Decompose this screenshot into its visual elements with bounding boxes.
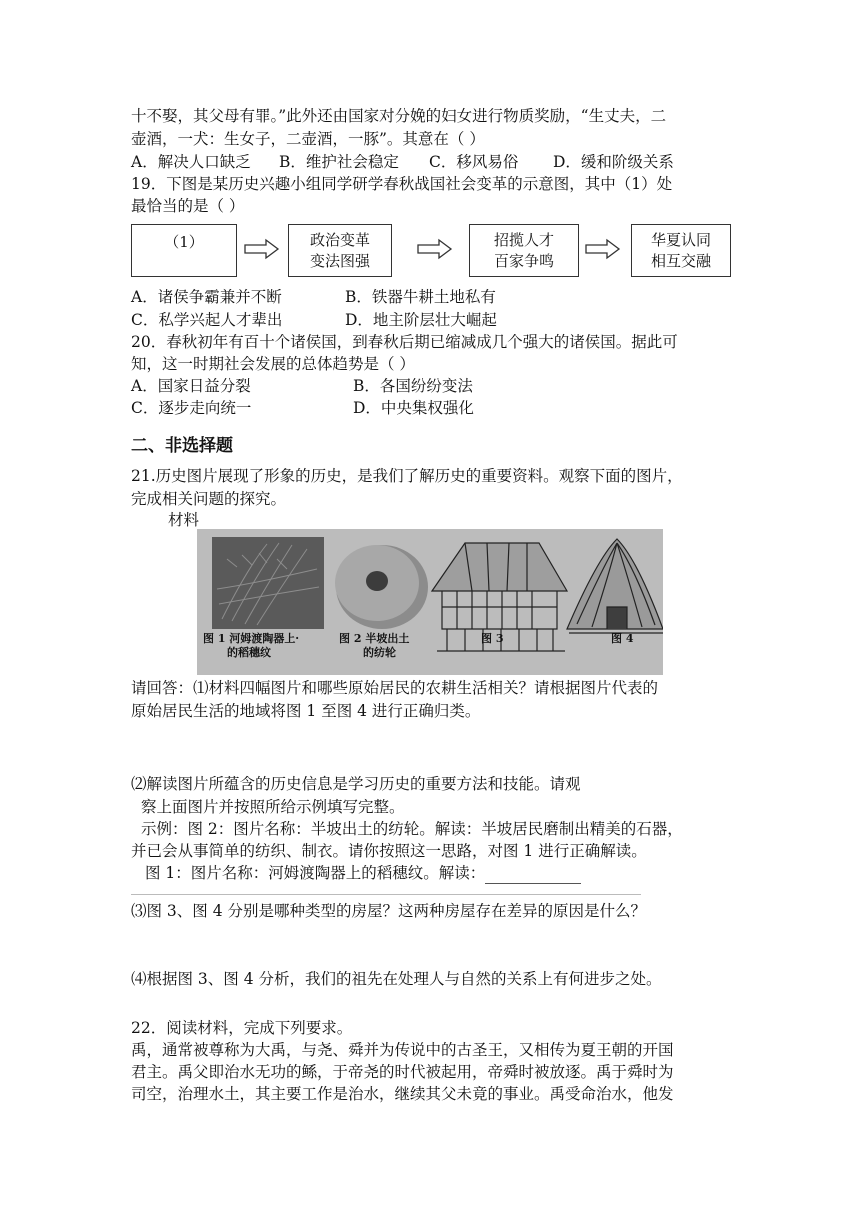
- flow-box-2-line-1: 政治变革: [309, 230, 370, 249]
- material-photo: [197, 529, 663, 675]
- q20-option-c[interactable]: C．逐步走向统一: [131, 399, 252, 417]
- q21-part1-line-1: 请回答：⑴材料四幅图片和哪些原始居民的农耕生活相关？请根据图片代表的: [131, 679, 659, 697]
- fig1-caption-b: 的稻穗纹: [227, 646, 271, 659]
- q20-text-line-2: 知，这一时期社会发展的总体趋势是（ ）: [131, 355, 415, 373]
- q22-text-line-1: 22．阅读材料，完成下列要求。: [131, 1019, 353, 1037]
- q21-text-line-2: 完成相关问题的探究。: [131, 490, 287, 508]
- q18-option-b[interactable]: B．维护社会稳定: [279, 153, 399, 171]
- flow-box-3-line-1: 招揽人才: [493, 230, 554, 249]
- q18-option-d[interactable]: D．缓和阶级关系: [553, 153, 674, 171]
- q22-text-line-4: 司空，治理水土，其主要工作是治水，继续其父未竟的事业。禹受命治水，他发: [131, 1085, 674, 1103]
- q20-text-line-1: 20．春秋初年有百十个诸侯国，到春秋后期已缩减成几个强大的诸侯国。据此可: [131, 333, 678, 351]
- flow-box-1-label: （1）: [164, 233, 204, 251]
- flow-box-1: [131, 224, 237, 277]
- flow-box-2-line-2: 变法图强: [309, 251, 370, 270]
- q21-part2-line-4: 并已会从事简单的纺织、制衣。请你按照这一思路，对图 1 进行正确解读。: [131, 842, 647, 860]
- q18-text-line-2: 壶酒，一犬：生女子，二壶酒，一豚”。其意在（ ）: [131, 130, 485, 148]
- q18-text-line-1: 十不娶，其父母有罪。”此外还由国家对分娩的妇女进行物质奖励，“生丈夫，二: [131, 107, 667, 125]
- q19-options-row-1: [131, 286, 496, 308]
- material-label: 材料: [168, 511, 200, 529]
- q18-options: [131, 151, 674, 173]
- arrow-icon-3: [585, 238, 621, 260]
- q20-options-row-1: [131, 375, 473, 397]
- flow-box-4-line-1: 华夏认同: [650, 230, 711, 249]
- q19-text-line-1: 19．下图是某历史兴趣小组同学研学春秋战国社会变革的示意图，其中（1）处: [131, 175, 673, 193]
- q22-text-line-2: 禹，通常被尊称为大禹，与尧、舜并为传说中的古圣王，又相传为夏王朝的开国: [131, 1041, 674, 1059]
- flow-box-2: [288, 224, 392, 277]
- q21-text-line-1: 21.历史图片展现了形象的历史，是我们了解历史的重要资料。观察下面的图片，: [131, 467, 683, 485]
- q21-part2-line-3: 示例：图 2：图片名称：半坡出土的纺轮。解读：半坡居民磨制出精美的石器，: [141, 820, 683, 838]
- q20-option-d[interactable]: D．中央集权强化: [353, 399, 474, 417]
- q18-option-a[interactable]: A．解决人口缺乏: [131, 153, 251, 171]
- arrow-icon-2: [417, 238, 453, 260]
- q21-part2-line-1: ⑵解读图片所蕴含的历史信息是学习历史的重要方法和技能。请观: [131, 775, 581, 793]
- flow-box-3-line-2: 百家争鸣: [493, 251, 554, 270]
- q19-text-line-2: 最恰当的是（ ）: [131, 197, 245, 215]
- q19-option-b[interactable]: B．铁器牛耕土地私有: [345, 288, 496, 306]
- q20-options-row-2: [131, 397, 474, 419]
- q22-text-line-3: 君主。禹父即治水无功的鲧，于帝尧的时代被起用，帝舜时被放逐。禹于舜时为: [131, 1063, 674, 1081]
- answer-divider: [131, 894, 641, 895]
- q20-option-a[interactable]: A．国家日益分裂: [131, 377, 251, 395]
- fig2-caption-b: 的纺轮: [363, 646, 396, 659]
- fig3-caption: 图 3: [481, 632, 504, 645]
- q20-option-b[interactable]: B．各国纷纷变法: [353, 377, 473, 395]
- q19-option-d[interactable]: D．地主阶层壮大崛起: [345, 311, 497, 329]
- answer-blank[interactable]: [485, 867, 581, 884]
- q21-part2-line-5: [145, 862, 581, 884]
- q19-option-a[interactable]: A．诸侯争霸兼并不断: [131, 288, 282, 306]
- q21-part2-prompt: 图 1：图片名称：河姆渡陶器上的稻穗纹。解读：: [145, 864, 486, 882]
- fig4-caption: 图 4: [611, 632, 634, 645]
- fig2-caption-a: 图 2 半坡出土: [339, 632, 410, 645]
- arrow-icon-1: [244, 238, 280, 260]
- q21-part4: ⑷根据图 3、图 4 分析，我们的祖先在处理人与自然的关系上有何进步之处。: [131, 970, 662, 988]
- flow-box-3: [469, 224, 579, 277]
- fig1-caption-a: 图 1 河姆渡陶器上·: [203, 632, 300, 645]
- flow-box-4-line-2: 相互交融: [650, 251, 711, 270]
- q19-option-c[interactable]: C．私学兴起人才辈出: [131, 311, 283, 329]
- q21-part3: ⑶图 3、图 4 分别是哪种类型的房屋？这两种房屋存在差异的原因是什么？: [131, 902, 647, 920]
- q18-option-c[interactable]: C．移风易俗: [429, 153, 519, 171]
- q21-part2-line-2: 察上面图片并按照所给示例填写完整。: [141, 798, 405, 816]
- flow-box-4: [631, 224, 731, 277]
- section-heading: 二、非选择题: [131, 436, 233, 456]
- q21-part1-line-2: 原始居民生活的地域将图 1 至图 4 进行正确归类。: [131, 702, 481, 720]
- q19-options-row-2: [131, 309, 497, 331]
